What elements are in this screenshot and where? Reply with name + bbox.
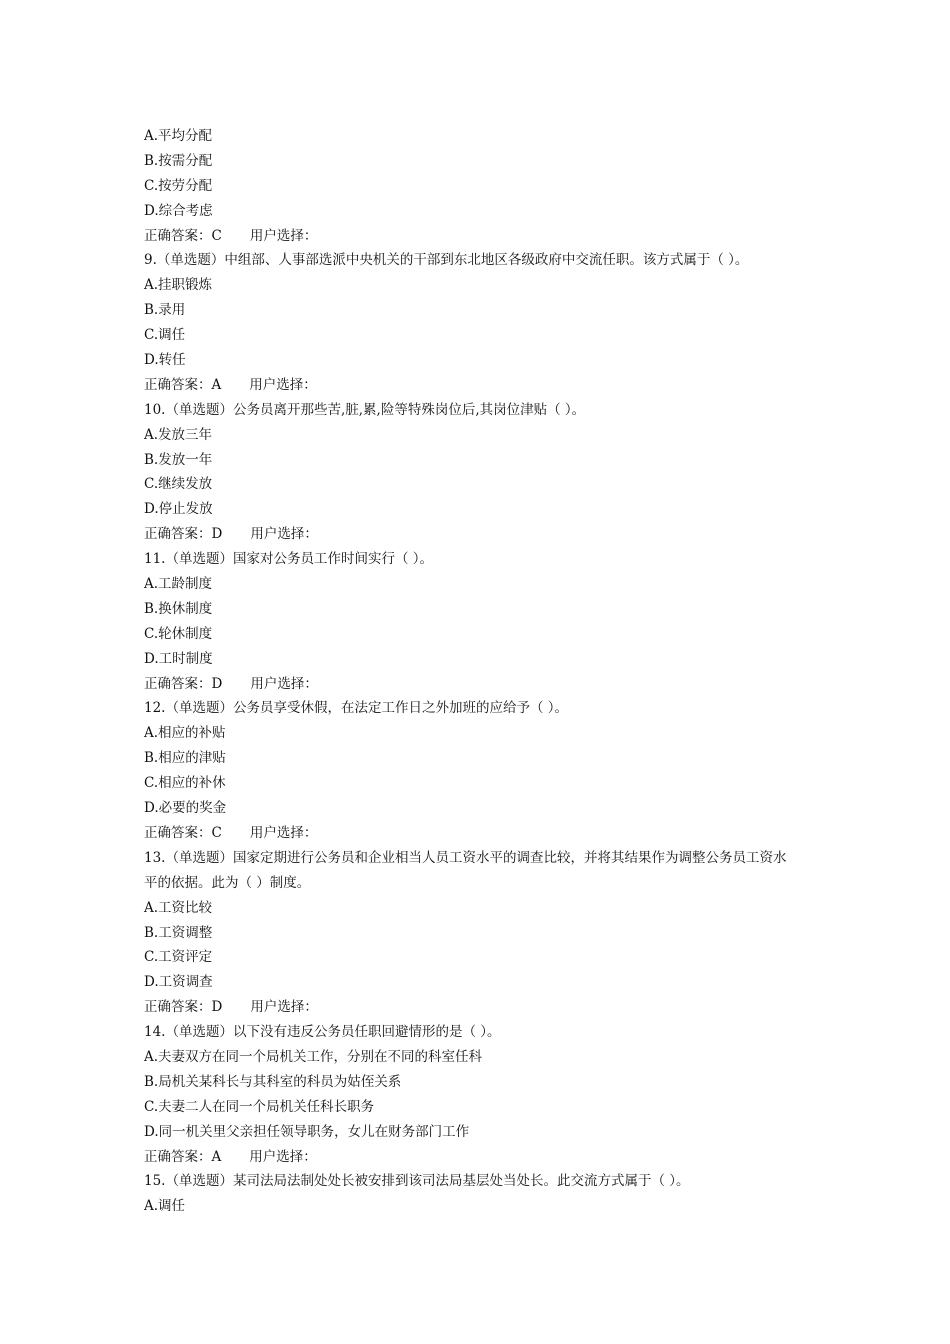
option-text: D.同一机关里父亲担任领导职务，女儿在财务部门工作 — [144, 1123, 470, 1140]
question-text: 13.（单选题）国家定期进行公务员和企业相当人员工资水平的调查比较，并将其结果作为调整公务员工资水 — [144, 849, 787, 866]
option-text: B.按需分配 — [144, 152, 213, 169]
correct-answer: 正确答案：D — [144, 526, 223, 543]
option-text: B.工资调整 — [144, 924, 213, 941]
question-text: 12.（单选题）公务员享受休假，在法定工作日之外加班的应给予（ ）。 — [144, 700, 569, 717]
user-choice: 用户选择： — [250, 999, 318, 1016]
answer-line — [144, 672, 824, 697]
document-page — [144, 124, 824, 1219]
option-text: A.调任 — [144, 1198, 186, 1215]
correct-answer: 正确答案：A — [144, 1148, 222, 1165]
correct-answer: 正确答案：C — [144, 824, 222, 841]
question-text: 14.（单选题）以下没有违反公务员任职回避情形的是（ ）。 — [144, 1024, 501, 1041]
option-text: B.换休制度 — [144, 600, 213, 617]
user-choice: 用户选择： — [250, 675, 318, 692]
question-text: 15.（单选题）某司法局法制处处长被安排到该司法局基层处当处长。此交流方式属于（ ）。 — [144, 1173, 690, 1190]
answer-line — [144, 821, 824, 846]
answer-line — [144, 224, 824, 249]
question-text: 11.（单选题）国家对公务员工作时间实行（ ）。 — [144, 551, 434, 568]
option-text: D.转任 — [144, 352, 186, 369]
option-text: C.轮休制度 — [144, 625, 213, 642]
correct-answer: 正确答案：C — [144, 227, 222, 244]
option-text: C.相应的补休 — [144, 775, 226, 792]
option-text: A.工资比较 — [144, 899, 213, 916]
user-choice: 用户选择： — [249, 1148, 317, 1165]
option-text: C.继续发放 — [144, 476, 213, 493]
answer-line — [144, 995, 824, 1020]
option-text: C.夫妻二人在同一个局机关任科长职务 — [144, 1098, 375, 1115]
question-text: 9.（单选题）中组部、人事部选派中央机关的干部到东北地区各级政府中交流任职。该方式属于（ ）。 — [144, 252, 749, 269]
user-choice: 用户选择： — [250, 526, 318, 543]
user-choice: 用户选择： — [249, 376, 317, 393]
option-text: C.按劳分配 — [144, 177, 213, 194]
option-text: A.工龄制度 — [144, 576, 213, 593]
option-text: A.相应的补贴 — [144, 725, 226, 742]
user-choice: 用户选择： — [249, 227, 318, 244]
option-text: A.发放三年 — [144, 426, 213, 443]
correct-answer: 正确答案：D — [144, 999, 223, 1016]
option-text: A.夫妻双方在同一个局机关工作，分别在不同的科室任科 — [144, 1048, 483, 1065]
question-text: 10.（单选题）公务员离开那些苦,脏,累,险等特殊岗位后,其岗位津贴（ ）。 — [144, 401, 586, 418]
question-text: 平的依据。此为（ ）制度。 — [144, 874, 311, 891]
option-text: B.发放一年 — [144, 451, 213, 468]
option-text: A.挂职锻炼 — [144, 277, 213, 294]
answer-line — [144, 522, 824, 547]
option-text: C.工资评定 — [144, 949, 213, 966]
answer-line — [144, 1145, 824, 1170]
option-text: B.局机关某科长与其科室的科员为姑侄关系 — [144, 1073, 402, 1090]
option-text: B.录用 — [144, 302, 186, 319]
correct-answer: 正确答案：A — [144, 376, 222, 393]
option-text: C.调任 — [144, 327, 186, 344]
option-text: D.停止发放 — [144, 501, 213, 518]
option-text: D.工时制度 — [144, 650, 213, 667]
option-text: D.工资调查 — [144, 974, 213, 991]
answer-line — [144, 373, 824, 398]
option-text: D.必要的奖金 — [144, 800, 227, 817]
correct-answer: 正确答案：D — [144, 675, 223, 692]
option-text: D.综合考虑 — [144, 202, 213, 219]
user-choice: 用户选择： — [249, 824, 318, 841]
option-text: B.相应的津贴 — [144, 750, 226, 767]
option-text: A.平均分配 — [144, 128, 213, 144]
